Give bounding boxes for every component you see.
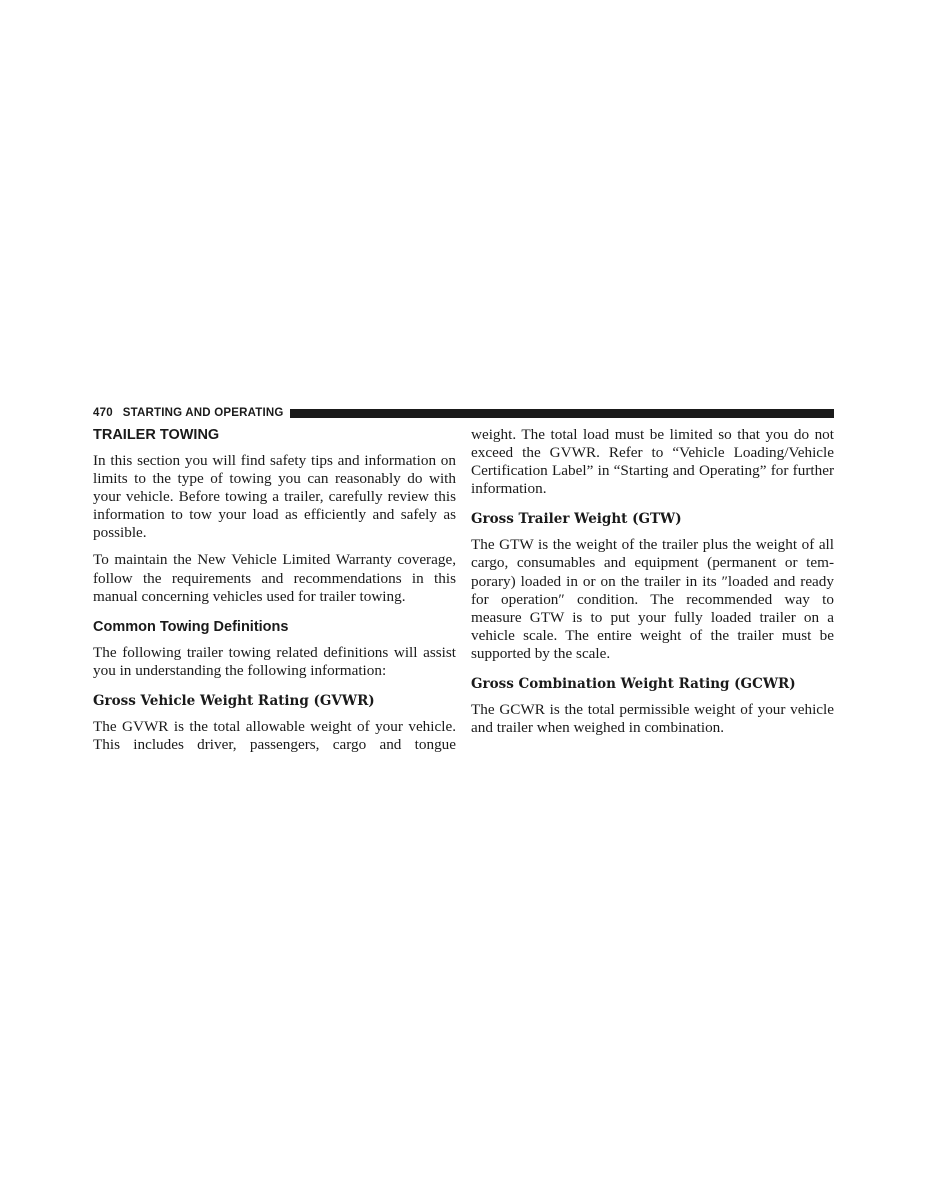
gcwr-heading: Gross Combination Weight Rating (GCWR) xyxy=(471,676,796,693)
left-column xyxy=(93,426,456,763)
common-towing-definitions-heading: Common Towing Definitions xyxy=(93,618,289,635)
gvwr-heading: Gross Vehicle Weight Rating (GVWR) xyxy=(93,692,375,709)
page-header xyxy=(93,405,834,421)
right-column xyxy=(471,426,834,746)
intro-paragraph-1: In this section you will find safety tips and information on limits to the type of towing you can reasonably do with your vehicle. Before towing a trailer, carefully review this information to tow your load as efficiently and safely as possible. xyxy=(93,452,456,542)
header-rule xyxy=(290,409,834,418)
intro-paragraph-2: To maintain the New Vehicle Limited Warranty coverage, follow the requirements and recommendations in this manual concerning vehicles used for trailer towing. xyxy=(93,551,456,605)
gvwr-paragraph-continued: weight. The total load must be limited so that you do not exceed the GVWR. Refer to “Vehicle Loading/Vehicle Certification Label” in “Starting and Operating” for further information. xyxy=(471,426,834,498)
gtw-paragraph: The GTW is the weight of the trailer plus the weight of all cargo, consumables and equipment (permanent or temporary) loaded in or on the trailer in its ″loaded and ready for operation″ condition. The recommended way to measure GTW is to put your fully loaded trailer on a vehicle scale. The entire weight of the trailer must be supported by the scale. xyxy=(471,536,834,662)
section-title: STARTING AND OPERATING xyxy=(122,407,284,419)
definitions-intro-paragraph: The following trailer towing related definitions will assist you in understanding the following information: xyxy=(93,643,456,679)
gvwr-paragraph: The GVWR is the total allowable weight of your vehicle. This includes driver, passengers, cargo and tongue xyxy=(93,717,456,754)
gcwr-paragraph: The GCWR is the total permissible weight of your vehicle and trailer when weighed in combination. xyxy=(471,701,834,737)
page-number: 470 xyxy=(93,407,113,419)
gtw-heading: Gross Trailer Weight (GTW) xyxy=(471,511,682,528)
trailer-towing-heading: TRAILER TOWING xyxy=(93,427,220,443)
